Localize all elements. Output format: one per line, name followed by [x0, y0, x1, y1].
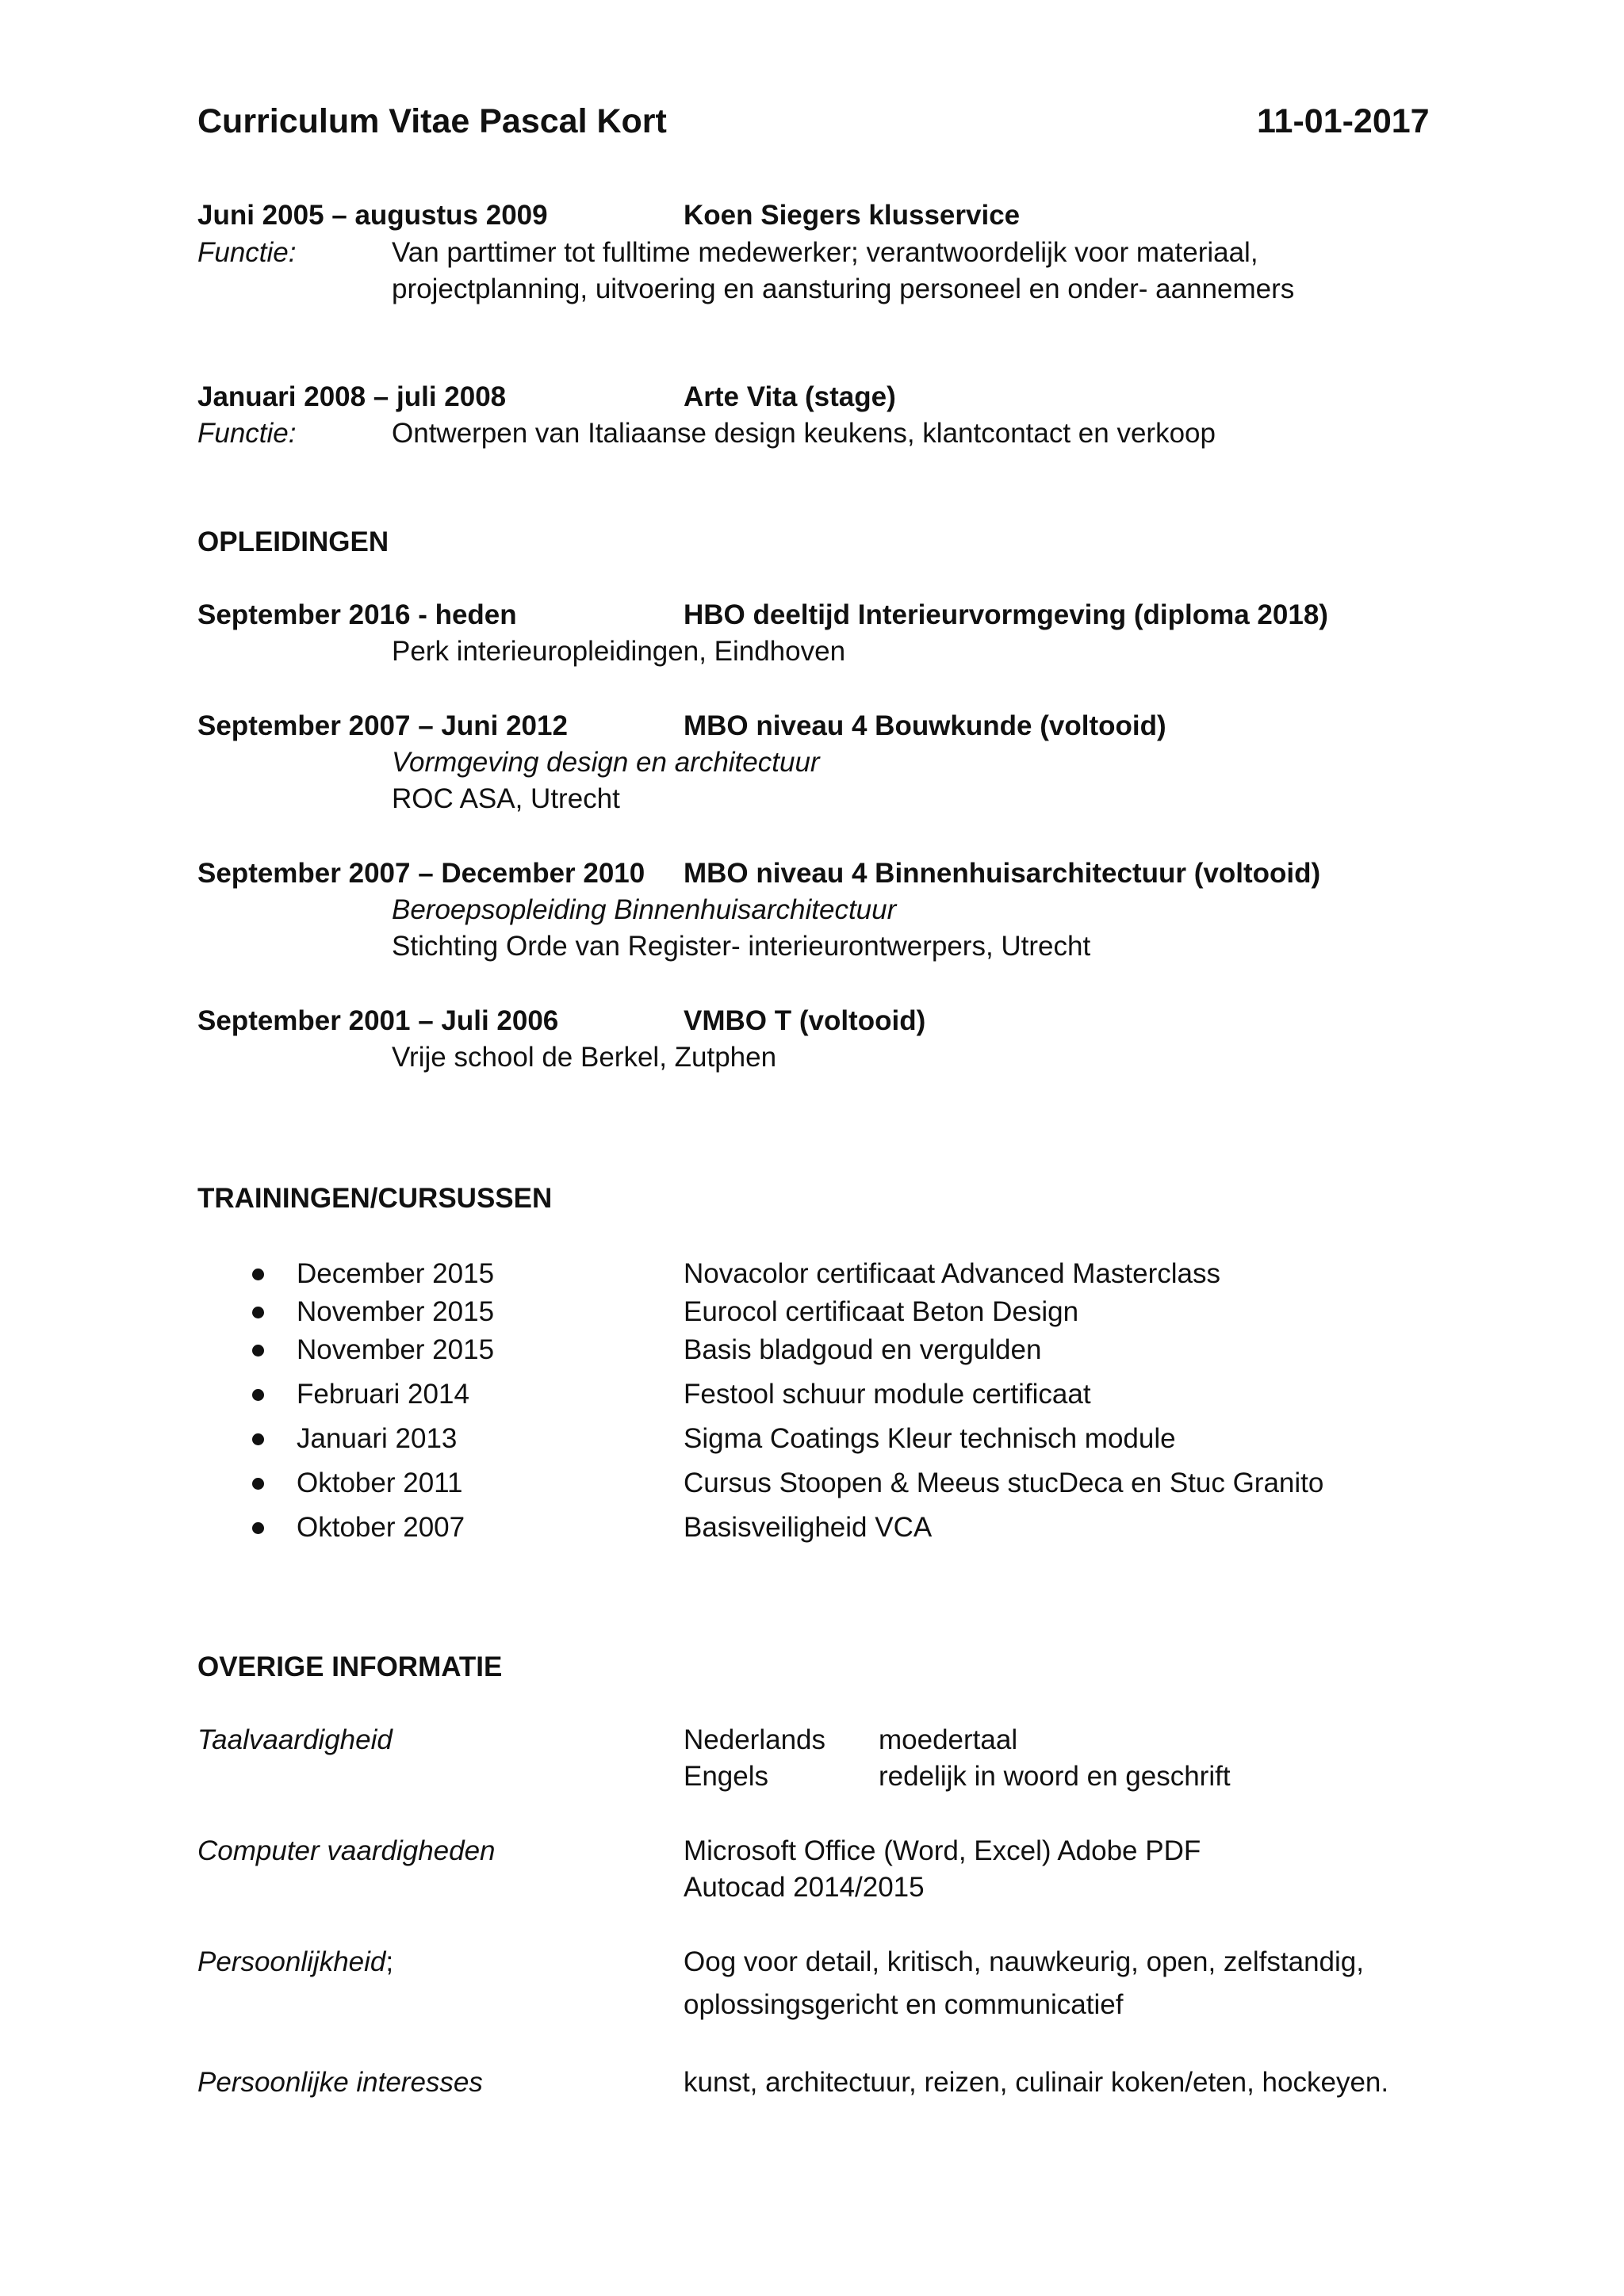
education-title: MBO niveau 4 Binnenhuisarchitectuur (voltooid)	[684, 858, 1321, 889]
function-label: Functie:	[197, 237, 297, 268]
training-date: Februari 2014	[297, 1379, 469, 1410]
document-date: 11-01-2017	[1257, 102, 1430, 140]
computer-skill: Microsoft Office (Word, Excel) Adobe PDF	[684, 1835, 1201, 1866]
language-name: Engels	[684, 1761, 769, 1792]
training-date: Oktober 2011	[297, 1468, 463, 1498]
education-period: September 2001 – Juli 2006	[197, 1005, 559, 1036]
language-name: Nederlands	[684, 1724, 825, 1755]
interests-value: kunst, architectuur, reizen, culinair koken/eten, hockeyen.	[684, 2067, 1389, 2098]
education-title: VMBO T (voltooid)	[684, 1005, 926, 1036]
language-level: moedertaal	[879, 1724, 1018, 1755]
training-date: December 2015	[297, 1258, 495, 1289]
section-heading-other: OVERIGE INFORMATIE	[197, 1651, 503, 1682]
bullet-icon	[252, 1478, 264, 1490]
bullet-icon	[252, 1433, 264, 1445]
work-company: Koen Siegers klusservice	[684, 200, 1021, 231]
interests-label: Persoonlijke interesses	[197, 2067, 483, 2098]
training-name: Basisveiligheid VCA	[684, 1512, 933, 1543]
bullet-icon	[252, 1389, 264, 1401]
personality-label-text: Persoonlijkheid	[197, 1946, 386, 1977]
training-date: November 2015	[297, 1334, 495, 1365]
education-detail: Perk interieuropleidingen, Eindhoven	[392, 636, 846, 667]
education-period: September 2016 - heden	[197, 599, 517, 630]
education-description: Vormgeving design en architectuur	[392, 747, 820, 778]
bullet-icon	[252, 1307, 264, 1318]
work-period: Januari 2008 – juli 2008	[197, 381, 507, 412]
training-name: Cursus Stoopen & Meeus stucDeca en Stuc Granito	[684, 1468, 1324, 1498]
training-date: November 2015	[297, 1296, 495, 1327]
language-label: Taalvaardigheid	[197, 1724, 393, 1755]
education-title: HBO deeltijd Interieurvormgeving (diploma 2018)	[684, 599, 1328, 630]
personality-line: Oog voor detail, kritisch, nauwkeurig, open, zelfstandig,	[684, 1946, 1364, 1977]
training-date: Oktober 2007	[297, 1512, 465, 1543]
function-line: projectplanning, uitvoering en aansturing personeel en onder- aannemers	[392, 274, 1295, 304]
personality-label-suffix: ;	[385, 1946, 394, 1977]
training-name: Festool schuur module certificaat	[684, 1379, 1091, 1410]
training-name: Novacolor certificaat Advanced Masterclass	[684, 1258, 1220, 1289]
work-period: Juni 2005 – augustus 2009	[197, 200, 548, 231]
function-line: Van parttimer tot fulltime medewerker; verantwoordelijk voor materiaal,	[392, 237, 1258, 268]
education-title: MBO niveau 4 Bouwkunde (voltooid)	[684, 710, 1166, 741]
bullet-icon	[252, 1345, 264, 1357]
personality-line: oplossingsgericht en communicatief	[684, 1989, 1124, 2020]
education-detail: Vrije school de Berkel, Zutphen	[392, 1042, 777, 1073]
training-name: Basis bladgoud en vergulden	[684, 1334, 1042, 1365]
training-name: Sigma Coatings Kleur technisch module	[684, 1423, 1176, 1454]
education-period: September 2007 – December 2010	[197, 858, 645, 889]
training-date: Januari 2013	[297, 1423, 458, 1454]
work-company: Arte Vita (stage)	[684, 381, 896, 412]
education-detail: ROC ASA, Utrecht	[392, 783, 620, 814]
training-name: Eurocol certificaat Beton Design	[684, 1296, 1079, 1327]
section-heading-trainings: TRAININGEN/CURSUSSEN	[197, 1183, 553, 1214]
function-line: Ontwerpen van Italiaanse design keukens, klantcontact en verkoop	[392, 418, 1216, 449]
education-description: Beroepsopleiding Binnenhuisarchitectuur	[392, 894, 897, 925]
section-heading-education: OPLEIDINGEN	[197, 526, 389, 557]
education-period: September 2007 – Juni 2012	[197, 710, 568, 741]
education-detail: Stichting Orde van Register- interieurontwerpers, Utrecht	[392, 931, 1091, 962]
personality-label	[197, 1944, 393, 1980]
bullet-icon	[252, 1269, 264, 1280]
computer-skills-label: Computer vaardigheden	[197, 1835, 496, 1866]
function-label: Functie:	[197, 418, 297, 449]
language-level: redelijk in woord en geschrift	[879, 1761, 1231, 1792]
bullet-icon	[252, 1522, 264, 1534]
computer-skill: Autocad 2014/2015	[684, 1872, 925, 1903]
page-title: Curriculum Vitae Pascal Kort	[197, 102, 667, 140]
